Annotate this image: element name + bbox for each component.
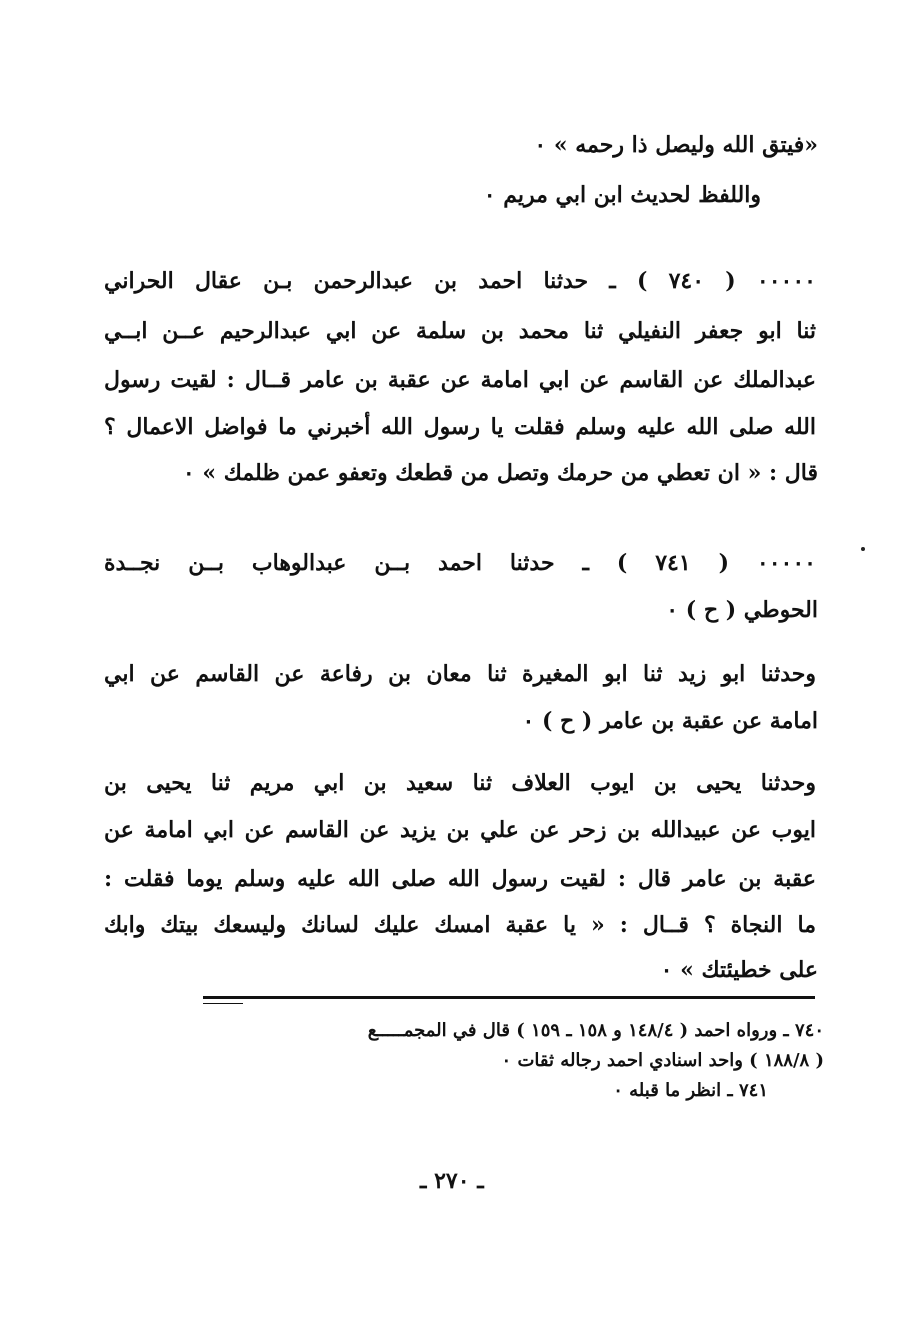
intro-line-1: «فيتق الله وليصل ذا رحمه » ٠ bbox=[534, 132, 818, 158]
page-number: ـ ٢٧٠ ـ bbox=[420, 1168, 484, 1194]
scan-speck bbox=[861, 547, 865, 551]
footnote-741: ٧٤١ ـ انظر ما قبله ٠ bbox=[613, 1080, 768, 1101]
intro-line-2: واللفظ لحديث ابن ابي مريم ٠ bbox=[483, 182, 761, 208]
hadith-741-p1-line-1: ٠٠٠٠٠ ( ٧٤١ ) ـ حدثنا احمد بــن عبدالوهاب بــن نجــدة bbox=[104, 550, 816, 576]
hadith-740-line-5: قال : « ان تعطي من حرمك وتصل من قطعك وتعفو عمن ظلمك » ٠ bbox=[182, 460, 818, 486]
footnote-separator-tick bbox=[203, 1003, 243, 1004]
hadith-740-line-3: عبدالملك عن القاسم عن ابي امامة عن عقبة بن عامر قــال : لقيت رسول bbox=[104, 367, 816, 393]
hadith-740-line-1: ٠٠٠٠٠ ( ٧٤٠ ) ـ حدثنا احمد بن عبدالرحمن بـن عقال الحراني bbox=[104, 268, 816, 294]
hadith-741-p3-line-2: ايوب عن عبيدالله بن زحر عن علي بن يزيد عن القاسم عن ابي امامة عن bbox=[104, 817, 816, 843]
footnote-separator bbox=[203, 996, 815, 999]
hadith-740-line-2: ثنا ابو جعفر النفيلي ثنا محمد بن سلمة عن ابي عبدالرحيم عــن ابــي bbox=[104, 318, 816, 344]
hadith-741-p2-line-1: وحدثنا ابو زيد ثنا ابو المغيرة ثنا معان بن رفاعة عن القاسم عن ابي bbox=[104, 661, 816, 687]
hadith-741-p3-line-4: ما النجاة ؟ قــال : « يا عقبة امسك عليك لسانك وليسعك بيتك وابك bbox=[104, 912, 816, 938]
hadith-741-p3-line-1: وحدثنا يحيى بن ايوب العلاف ثنا سعيد بن ابي مريم ثنا يحيى بن bbox=[104, 770, 816, 796]
hadith-741-p3-line-5: على خطيئتك » ٠ bbox=[660, 957, 818, 983]
hadith-740-line-4: الله صلى الله عليه وسلم فقلت يا رسول الله أخبرني ما فواضل الاعمال ؟ bbox=[104, 414, 816, 440]
hadith-741-p2-line-2: امامة عن عقبة بن عامر ( ح ) ٠ bbox=[522, 708, 818, 734]
footnote-740-line-2: ( ١٨٨/٨ ) واحد اسنادي احمد رجاله ثقات ٠ bbox=[501, 1050, 824, 1071]
footnote-740-line-1: ٧٤٠ ـ ورواه احمد ( ١٤٨/٤ و ١٥٨ ـ ١٥٩ ) قال في المجمـــــع bbox=[367, 1020, 824, 1041]
hadith-741-p1-line-2: الحوطي ( ح ) ٠ bbox=[666, 597, 818, 623]
hadith-741-p3-line-3: عقبة بن عامر قال : لقيت رسول الله صلى الله عليه وسلم يوما فقلت : bbox=[104, 866, 816, 892]
